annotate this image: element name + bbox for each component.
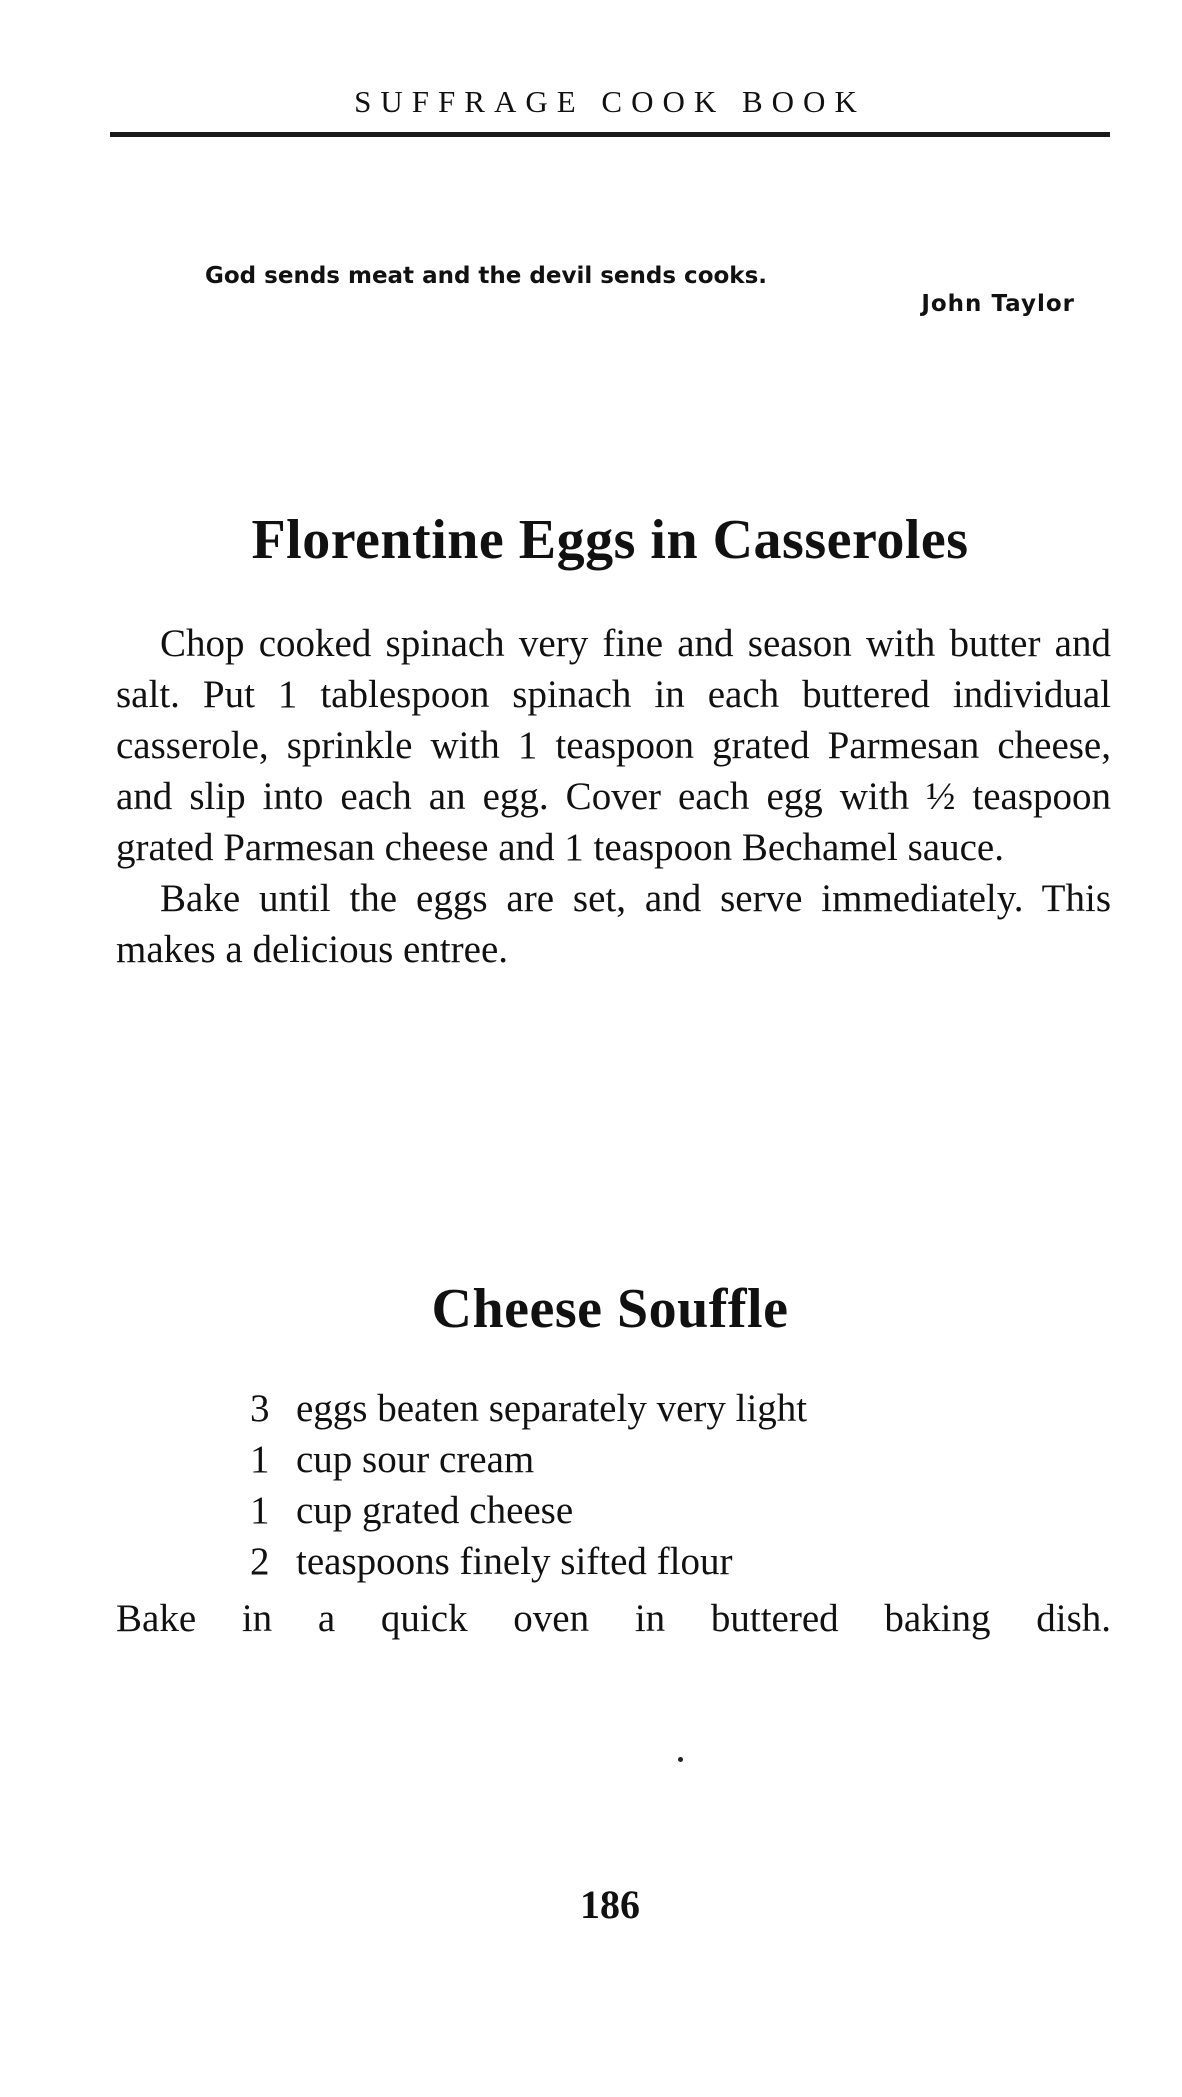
epigraph-quote: God sends meat and the devil sends cooks. bbox=[205, 263, 768, 289]
recipe-title-florentine-eggs: Florentine Eggs in Casseroles bbox=[251, 509, 969, 571]
print-speck bbox=[678, 1757, 683, 1762]
page-number: 186 bbox=[580, 1882, 640, 1927]
recipe-instruction-cheese-souffle: Bake in a quick oven in buttered baking dish. bbox=[116, 1597, 1111, 1640]
ingredient-text: cup sour cream bbox=[296, 1438, 535, 1481]
ingredient-text: cup grated cheese bbox=[296, 1489, 574, 1532]
ingredient-item bbox=[250, 1434, 1070, 1485]
ingredient-text: eggs beaten separately very light bbox=[296, 1387, 808, 1430]
epigraph-attribution: John Taylor bbox=[921, 291, 1075, 317]
ingredient-item bbox=[250, 1383, 1070, 1434]
recipe-title-cheese-souffle: Cheese Souffle bbox=[431, 1278, 789, 1340]
ingredient-list bbox=[250, 1383, 1070, 1587]
running-header: SUFFRAGE COOK BOOK bbox=[354, 84, 866, 119]
ingredient-item bbox=[250, 1536, 1070, 1587]
ingredient-qty: 2 bbox=[250, 1540, 270, 1583]
header-rule bbox=[110, 132, 1110, 137]
epigraph bbox=[205, 262, 1075, 318]
ingredient-qty: 1 bbox=[250, 1438, 270, 1481]
ingredient-qty: 3 bbox=[250, 1387, 270, 1430]
ingredient-item bbox=[250, 1485, 1070, 1536]
ingredient-text: teaspoons finely sifted flour bbox=[296, 1540, 733, 1583]
ingredient-qty: 1 bbox=[250, 1489, 270, 1532]
recipe-paragraph: Chop cooked spinach very fine and season with butter and salt. Put 1 tablespoon spinach in each buttered individual casserole, sprinkle with 1 teaspoon grated Parmesan cheese, and slip into each an egg. Cover each egg with ½ teaspoon grated Parmesan cheese and 1 teaspoon Bechamel sauce. bbox=[116, 622, 1111, 869]
recipe-paragraph: Bake until the eggs are set, and serve immediately. This makes a delicious entree. bbox=[116, 877, 1111, 971]
recipe-body-florentine-eggs bbox=[116, 618, 1111, 975]
